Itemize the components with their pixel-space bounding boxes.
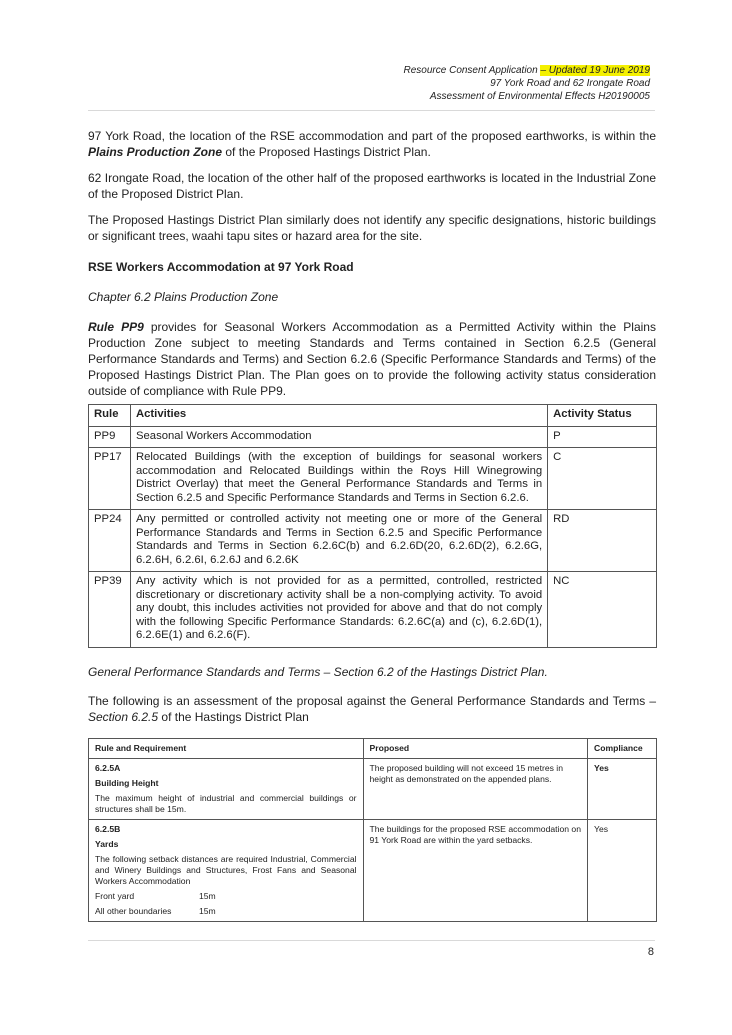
activity-cell: Any permitted or controlled activity not meeting one or more of the General Performance Standards and Terms in Section 6.2.5 and Specific Performance Standards and Terms in Section 6.2.6C(b) and 6.2.6D(20, 6.2.6D(2), 6.2.6G, 6.2.6H, 6.2.6I, 6.2.6J and 6.2.6K [130,510,547,572]
status-cell: C [548,448,657,510]
header-line-2: 97 York Road and 62 Irongate Road [490,78,650,89]
rule-description: The following setback distances are required Industrial, Commercial and Winery Buildings and Structures, Frost Fans and Seasonal Workers Accommodation [95,854,357,886]
activity-cell: Seasonal Workers Accommodation [130,426,547,448]
col-header-activities: Activities [130,405,547,427]
rule-title: Yards [95,839,119,849]
other-boundaries-label: All other boundaries [95,906,172,916]
activity-cell: Relocated Buildings (with the exception of buildings for seasonal workers accommodation and Relocated Buildings within the Roys Hill Winegrowing District Overlay) that meet the General Performance Standards and Terms in Section 6.2.5 and Specific Performance Standards and Terms in Section 6.2.6. [130,448,547,510]
footer-divider [88,940,655,941]
col-header-status: Activity Status [548,405,657,427]
table-row [89,820,657,922]
table-row [89,572,657,648]
rule-id: 6.2.5A [95,763,121,773]
updated-highlight: – Updated 19 June 2019 [540,65,650,76]
plains-production-zone-emphasis: Plains Production Zone [88,145,223,159]
general-standards-subheading: General Performance Standards and Terms – Section 6.2 of the Hastings District Plan. [88,665,548,679]
header-divider [88,110,655,111]
rule-title: Building Height [95,778,159,788]
rule-cell: PP24 [89,510,131,572]
page-number: 8 [647,946,654,958]
front-yard-label: Front yard [95,891,135,901]
table-row [89,448,657,510]
activity-cell: Any activity which is not provided for as a permitted, controlled, restricted discretionary or discretionary activity shall be a non-complying activity. To avoid any doubt, this includes activities not provided for above and that do not comply with the following Specific Performance Standards: 6.2.6C(a) and (c), 6.2.6D(1), 6.2.6E(1) and 6.2.6(F). [130,572,547,648]
intro-paragraph-2: 62 Irongate Road, the location of the other half of the proposed earthworks is located in the Industrial Zone of the Proposed District Plan. [88,171,656,201]
compliance-cell: Yes [588,820,657,922]
compliance-table [88,738,657,922]
col-header-rule-requirement: Rule and Requirement [89,739,364,759]
rule-cell: PP9 [89,426,131,448]
col-header-compliance: Compliance [588,739,657,759]
rule-cell: PP17 [89,448,131,510]
section-ref-emphasis: Section 6.2.5 [88,710,159,724]
header-line-3: Assessment of Environmental Effects H20190005 [429,91,650,102]
intro-paragraph-3: The Proposed Hastings District Plan similarly does not identify any specific designations, historic buildings or significant trees, waahi tapu sites or hazard area for the site. [88,213,656,243]
table-row [89,426,657,448]
status-cell: RD [548,510,657,572]
intro-paragraph-1: 97 York Road, the location of the RSE accommodation and part of the proposed earthworks, is within the Plains Production Zone of the Proposed Hastings District Plan. [88,129,656,159]
table-row [89,510,657,572]
table-header-row [89,739,657,759]
status-cell: P [548,426,657,448]
other-boundaries-row [95,906,357,917]
assessment-paragraph: The following is an assessment of the proposal against the General Performance Standards and Terms – Section 6.2.5 of the Hastings District Plan [88,694,656,724]
proposed-cell: The proposed building will not exceed 15 metres in height as demonstrated on the appended plans. [363,759,587,820]
compliance-cell: Yes [588,759,657,820]
table-header-row [89,405,657,427]
col-header-proposed: Proposed [363,739,587,759]
col-header-rule: Rule [89,405,131,427]
rule-description: The maximum height of industrial and commercial buildings or structures shall be 15m. [95,793,357,814]
header-line-1: Resource Consent Application – Updated 19 June 2019 [403,65,650,76]
other-boundaries-value: 15m [199,906,216,916]
rule-requirement-cell [89,759,364,820]
rule-pp9-paragraph: Rule PP9 provides for Seasonal Workers Accommodation as a Permitted Activity within the Plains Production Zone subject to meeting Standards and Terms contained in Section 6.2.5 (General Performance Standards and Terms) and Section 6.2.6 (Specific Performance Standards and Terms) of the Proposed Hastings District Plan. The Plan goes on to provide the following activity status consideration outside of compliance with Rule PP9. [88,320,656,398]
section-heading: RSE Workers Accommodation at 97 York Road [88,260,354,274]
table-row [89,759,657,820]
activity-status-table [88,404,657,648]
page-header [404,64,650,103]
rule-id: 6.2.5B [95,824,121,834]
front-yard-value: 15m [199,891,216,901]
rule-pp9-emphasis: Rule PP9 [88,320,144,334]
chapter-subheading: Chapter 6.2 Plains Production Zone [88,290,279,304]
status-cell: NC [548,572,657,648]
rule-requirement-cell [89,820,364,922]
rule-cell: PP39 [89,572,131,648]
front-yard-row [95,891,357,902]
proposed-cell: The buildings for the proposed RSE accommodation on 91 York Road are within the yard setbacks. [363,820,587,922]
